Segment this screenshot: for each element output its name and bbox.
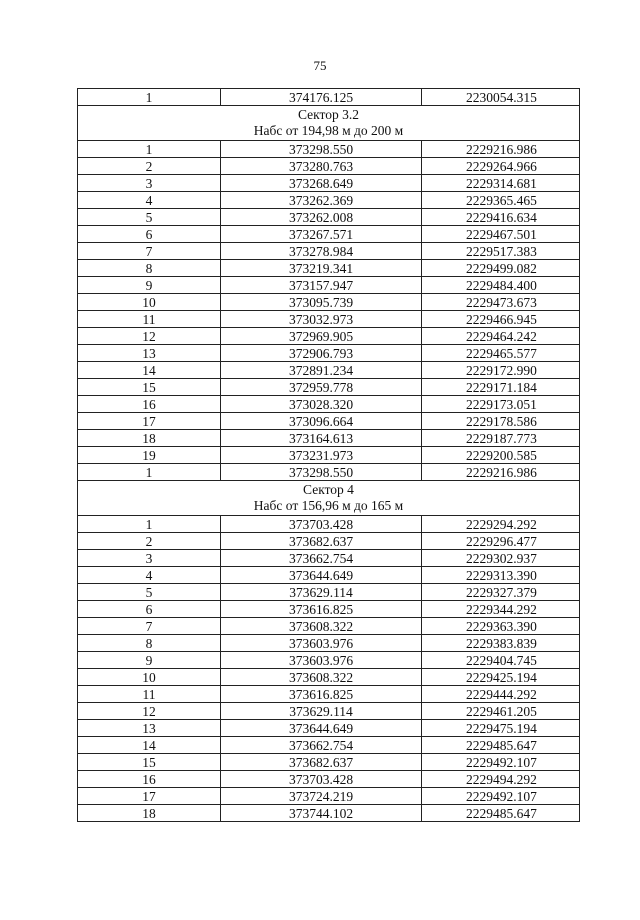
table-row — [78, 601, 580, 618]
x-coordinate-cell: 373682.637 — [221, 754, 422, 771]
table-row — [78, 192, 580, 209]
point-number-cell: 3 — [78, 550, 221, 567]
y-coordinate-cell: 2229171.184 — [422, 379, 580, 396]
x-coordinate-cell: 373032.973 — [221, 311, 422, 328]
x-coordinate-cell: 373662.754 — [221, 550, 422, 567]
x-coordinate-cell: 373603.976 — [221, 652, 422, 669]
x-coordinate-cell: 372906.793 — [221, 345, 422, 362]
point-number-cell: 1 — [78, 89, 221, 106]
table-row — [78, 703, 580, 720]
x-coordinate-cell: 373608.322 — [221, 618, 422, 635]
point-number-cell: 12 — [78, 328, 221, 345]
table-row — [78, 260, 580, 277]
point-number-cell: 10 — [78, 294, 221, 311]
y-coordinate-cell: 2229492.107 — [422, 754, 580, 771]
point-number-cell: 11 — [78, 686, 221, 703]
table-row — [78, 567, 580, 584]
point-number-cell: 6 — [78, 601, 221, 618]
point-number-cell: 1 — [78, 516, 221, 533]
table-row — [78, 533, 580, 550]
page-number: 75 — [313, 58, 327, 73]
y-coordinate-cell: 2229216.986 — [422, 464, 580, 481]
x-coordinate-cell: 373164.613 — [221, 430, 422, 447]
sector-header — [78, 481, 580, 516]
table-row — [78, 345, 580, 362]
point-number-cell: 13 — [78, 720, 221, 737]
point-number-cell: 16 — [78, 396, 221, 413]
y-coordinate-cell: 2229365.465 — [422, 192, 580, 209]
y-coordinate-cell: 2229494.292 — [422, 771, 580, 788]
table-row — [78, 396, 580, 413]
point-number-cell: 19 — [78, 447, 221, 464]
y-coordinate-cell: 2230054.315 — [422, 89, 580, 106]
y-coordinate-cell: 2229444.292 — [422, 686, 580, 703]
table-row — [78, 618, 580, 635]
table-row — [78, 669, 580, 686]
x-coordinate-cell: 373682.637 — [221, 533, 422, 550]
y-coordinate-cell: 2229467.501 — [422, 226, 580, 243]
point-number-cell: 1 — [78, 464, 221, 481]
y-coordinate-cell: 2229383.839 — [422, 635, 580, 652]
coordinates-table — [77, 88, 580, 822]
x-coordinate-cell: 373278.984 — [221, 243, 422, 260]
table-row — [78, 89, 580, 106]
sector-elevation-range: Набс от 194,98 м до 200 м — [253, 123, 404, 138]
y-coordinate-cell: 2229425.194 — [422, 669, 580, 686]
sector-header-row — [78, 106, 580, 141]
y-coordinate-cell: 2229344.292 — [422, 601, 580, 618]
table-row — [78, 362, 580, 379]
y-coordinate-cell: 2229264.966 — [422, 158, 580, 175]
y-coordinate-cell: 2229314.681 — [422, 175, 580, 192]
y-coordinate-cell: 2229327.379 — [422, 584, 580, 601]
y-coordinate-cell: 2229466.945 — [422, 311, 580, 328]
x-coordinate-cell: 373298.550 — [221, 141, 422, 158]
table-row — [78, 413, 580, 430]
y-coordinate-cell: 2229485.647 — [422, 737, 580, 754]
sector-elevation-range: Набс от 156,96 м до 165 м — [253, 498, 404, 513]
y-coordinate-cell: 2229499.082 — [422, 260, 580, 277]
point-number-cell: 7 — [78, 243, 221, 260]
table-row — [78, 328, 580, 345]
point-number-cell: 8 — [78, 635, 221, 652]
y-coordinate-cell: 2229178.586 — [422, 413, 580, 430]
table-row — [78, 226, 580, 243]
table-row — [78, 430, 580, 447]
table-row — [78, 294, 580, 311]
point-number-cell: 9 — [78, 652, 221, 669]
x-coordinate-cell: 373744.102 — [221, 805, 422, 822]
x-coordinate-cell: 373644.649 — [221, 567, 422, 584]
x-coordinate-cell: 373724.219 — [221, 788, 422, 805]
table-row — [78, 652, 580, 669]
point-number-cell: 14 — [78, 737, 221, 754]
y-coordinate-cell: 2229200.585 — [422, 447, 580, 464]
table-row — [78, 737, 580, 754]
table-row — [78, 379, 580, 396]
table-row — [78, 550, 580, 567]
x-coordinate-cell: 373219.341 — [221, 260, 422, 277]
point-number-cell: 18 — [78, 805, 221, 822]
x-coordinate-cell: 373629.114 — [221, 584, 422, 601]
table-row — [78, 805, 580, 822]
y-coordinate-cell: 2229404.745 — [422, 652, 580, 669]
point-number-cell: 4 — [78, 192, 221, 209]
y-coordinate-cell: 2229296.477 — [422, 533, 580, 550]
x-coordinate-cell: 373662.754 — [221, 737, 422, 754]
table-row — [78, 311, 580, 328]
x-coordinate-cell: 373268.649 — [221, 175, 422, 192]
table-row — [78, 686, 580, 703]
point-number-cell: 2 — [78, 158, 221, 175]
y-coordinate-cell: 2229461.205 — [422, 703, 580, 720]
y-coordinate-cell: 2229492.107 — [422, 788, 580, 805]
x-coordinate-cell: 372959.778 — [221, 379, 422, 396]
table-row — [78, 175, 580, 192]
x-coordinate-cell: 373262.369 — [221, 192, 422, 209]
point-number-cell: 8 — [78, 260, 221, 277]
table-row — [78, 209, 580, 226]
sector-title: Сектор 3.2 — [297, 107, 359, 122]
table-row — [78, 788, 580, 805]
point-number-cell: 6 — [78, 226, 221, 243]
table-row — [78, 158, 580, 175]
point-number-cell: 14 — [78, 362, 221, 379]
x-coordinate-cell: 374176.125 — [221, 89, 422, 106]
x-coordinate-cell: 372969.905 — [221, 328, 422, 345]
y-coordinate-cell: 2229187.773 — [422, 430, 580, 447]
y-coordinate-cell: 2229172.990 — [422, 362, 580, 379]
table-row — [78, 243, 580, 260]
point-number-cell: 18 — [78, 430, 221, 447]
x-coordinate-cell: 373703.428 — [221, 771, 422, 788]
point-number-cell: 7 — [78, 618, 221, 635]
coordinates-table-body — [78, 89, 580, 822]
point-number-cell: 17 — [78, 413, 221, 430]
table-row — [78, 277, 580, 294]
table-row — [78, 720, 580, 737]
y-coordinate-cell: 2229517.383 — [422, 243, 580, 260]
y-coordinate-cell: 2229485.647 — [422, 805, 580, 822]
table-row — [78, 141, 580, 158]
point-number-cell: 10 — [78, 669, 221, 686]
x-coordinate-cell: 373629.114 — [221, 703, 422, 720]
x-coordinate-cell: 373157.947 — [221, 277, 422, 294]
point-number-cell: 5 — [78, 209, 221, 226]
x-coordinate-cell: 373703.428 — [221, 516, 422, 533]
x-coordinate-cell: 373096.664 — [221, 413, 422, 430]
point-number-cell: 15 — [78, 754, 221, 771]
x-coordinate-cell: 373262.008 — [221, 209, 422, 226]
sector-title: Сектор 4 — [303, 482, 354, 497]
x-coordinate-cell: 373280.763 — [221, 158, 422, 175]
point-number-cell: 2 — [78, 533, 221, 550]
y-coordinate-cell: 2229465.577 — [422, 345, 580, 362]
point-number-cell: 12 — [78, 703, 221, 720]
table-row — [78, 464, 580, 481]
x-coordinate-cell: 373616.825 — [221, 686, 422, 703]
x-coordinate-cell: 373231.973 — [221, 447, 422, 464]
x-coordinate-cell: 373603.976 — [221, 635, 422, 652]
table-row — [78, 754, 580, 771]
point-number-cell: 11 — [78, 311, 221, 328]
y-coordinate-cell: 2229475.194 — [422, 720, 580, 737]
x-coordinate-cell: 373616.825 — [221, 601, 422, 618]
point-number-cell: 5 — [78, 584, 221, 601]
x-coordinate-cell: 373267.571 — [221, 226, 422, 243]
y-coordinate-cell: 2229363.390 — [422, 618, 580, 635]
point-number-cell: 1 — [78, 141, 221, 158]
table-row — [78, 584, 580, 601]
point-number-cell: 13 — [78, 345, 221, 362]
y-coordinate-cell: 2229294.292 — [422, 516, 580, 533]
point-number-cell: 3 — [78, 175, 221, 192]
x-coordinate-cell: 373608.322 — [221, 669, 422, 686]
point-number-cell: 17 — [78, 788, 221, 805]
x-coordinate-cell: 373298.550 — [221, 464, 422, 481]
x-coordinate-cell: 372891.234 — [221, 362, 422, 379]
point-number-cell: 4 — [78, 567, 221, 584]
x-coordinate-cell: 373644.649 — [221, 720, 422, 737]
y-coordinate-cell: 2229302.937 — [422, 550, 580, 567]
x-coordinate-cell: 373095.739 — [221, 294, 422, 311]
y-coordinate-cell: 2229173.051 — [422, 396, 580, 413]
sector-header-row — [78, 481, 580, 516]
y-coordinate-cell: 2229484.400 — [422, 277, 580, 294]
point-number-cell: 9 — [78, 277, 221, 294]
table-row — [78, 447, 580, 464]
y-coordinate-cell: 2229464.242 — [422, 328, 580, 345]
y-coordinate-cell: 2229216.986 — [422, 141, 580, 158]
table-row — [78, 516, 580, 533]
x-coordinate-cell: 373028.320 — [221, 396, 422, 413]
y-coordinate-cell: 2229313.390 — [422, 567, 580, 584]
y-coordinate-cell: 2229473.673 — [422, 294, 580, 311]
point-number-cell: 15 — [78, 379, 221, 396]
table-row — [78, 635, 580, 652]
table-row — [78, 771, 580, 788]
point-number-cell: 16 — [78, 771, 221, 788]
y-coordinate-cell: 2229416.634 — [422, 209, 580, 226]
sector-header — [78, 106, 580, 141]
